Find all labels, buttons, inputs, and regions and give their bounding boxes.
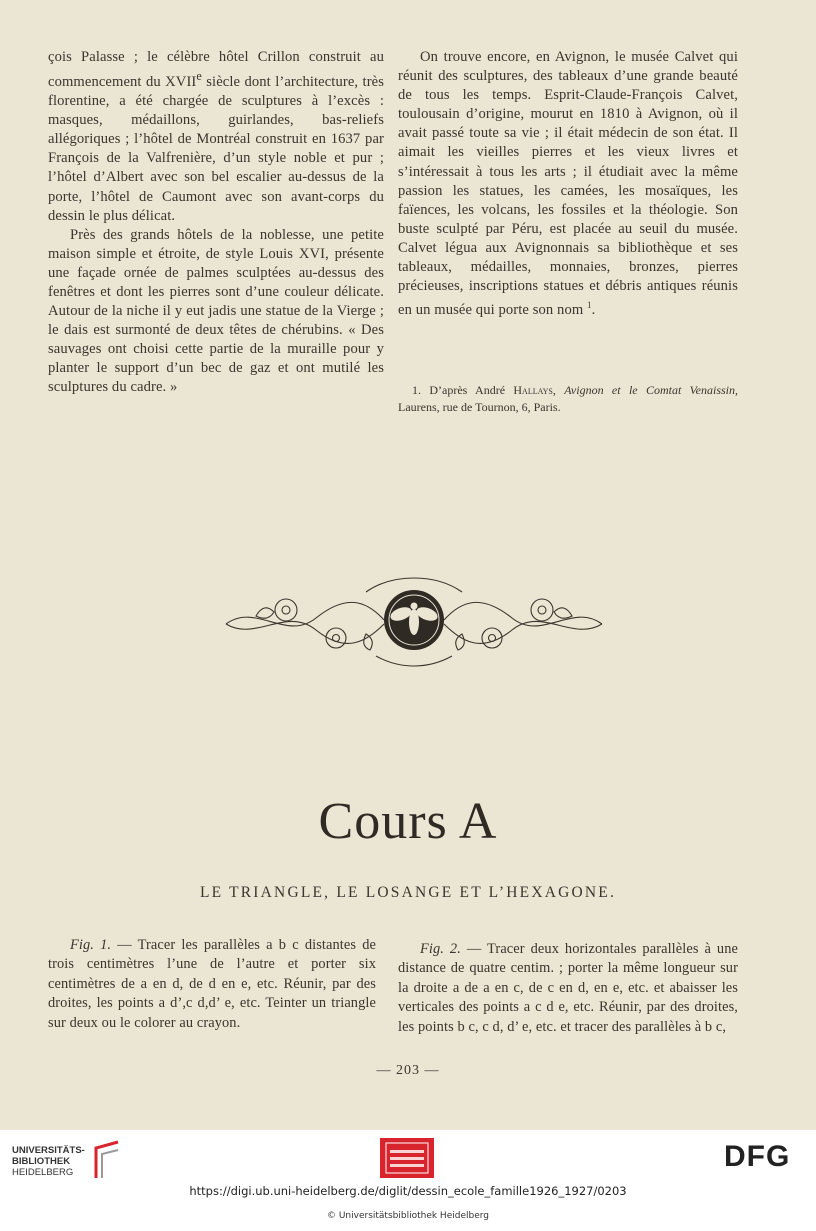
university-library-logo[interactable]: UNIVERSITÄTS- BIBLIOTHEK HEIDELBERG	[12, 1134, 122, 1182]
digitization-project-logo[interactable]	[380, 1138, 434, 1178]
project-emblem-icon	[380, 1138, 434, 1178]
right-text-column	[398, 48, 738, 320]
footer-logos	[0, 1130, 816, 1186]
dfg-logo[interactable]: DFG	[724, 1140, 791, 1173]
copyright-notice: © Universitätsbibliothek Heidelberg	[326, 1211, 489, 1221]
fig-1-instructions: Fig. 1. — Tracer les parallèles a b c distantes de trois centimètres l’une de l’autre et porter six centimètres de a en d, de d en e, etc. Réunir, par des droites, les points a d’,c d,d’ e, etc. Teinter un triangle sur deux ou le colorer au crayon.	[48, 937, 377, 1031]
floral-bee-ornament	[216, 572, 612, 668]
footnote-marker: 1	[587, 300, 592, 311]
footnote: 1. D’après André Hallays, Avignon et le Comtat Venaissin, Laurens, rue de Tournon, 6, Paris.	[398, 383, 738, 414]
page-title: Cours A	[318, 793, 498, 850]
left-text-column	[48, 48, 384, 398]
paragraph-hotels: çois Palasse ; le célèbre hôtel Crillon construit au commencement du XVIIe siècle dont l’architecture, très florentine, a été chargée de sculptures à l’excès : masques, médaillons, guirlandes, bas-reliefs allégoriques ; l’hôtel de Montréal construit en 1637 par François de la Valfrenière, d’un style noble et pur ; l’hôtel d’Albert avec son bel escalier au-dessus de la porte, l’hôtel de Caumont avec son avant-corps du dessin le plus délicat.	[48, 49, 385, 224]
page-url-link[interactable]: https://digi.ub.uni-heidelberg.de/diglit/dessin_ecole_famille1926_1927/0203	[189, 1184, 627, 1198]
section-subtitle: LE TRIANGLE, LE LOSANGE ET L’HEXAGONE.	[199, 884, 617, 901]
fig-2-label: Fig. 2.	[420, 941, 461, 957]
library-mark-icon	[92, 1138, 122, 1182]
fig-1-label: Fig. 1.	[70, 937, 112, 953]
paragraph-petite-maison: Près des grands hôtels de la noblesse, une petite maison simple et étroite, de style Louis XVI, présente une façade ornée de palmes sculptées au-dessus des fenêtres et dont les pierres sont d’une couleur délicate. Autour de la niche il y eut jadis une statue de la Vierge ; le dais est surmonté de deux têtes de chérubins. « Des sauvages ont choisi cette partie de la muraille pour y planter le support d’un bec de gaz et ont mutilé les sculptures du cadre. »	[48, 226, 384, 396]
fig-2-instructions: Fig. 2. — Tracer deux horizontales parallèles à une distance de quatre centim. ; porter la même longueur sur la droite a de a en c, de c en d, en e, etc. et abaisser les verticales des points a c d e, etc. Réunir, par des droites, les points b c, c d, d’ e, etc. et tracer des parallèles à b c,	[398, 941, 738, 1035]
page-number: — 203 —	[376, 1063, 440, 1078]
paragraph-musee-calvet: On trouve encore, en Avignon, le musée Calvet qui réunit des sculptures, des tableaux d’une grande beauté de tous les temps. Esprit-Claude-François Calvet, toulousain d’origine, mourut en 1810 à Avignon, où il avait passé toute sa vie ; il était médecin de son état. Il aimait les vieilles pierres et les vieux livres et s’intéressait à tous les arts ; il étudiait avec la même passion les statues, les camées, les mosaïques, les faïences, les volcans, les fossiles et la théologie. Son buste sculpté par Péru, est placée au seuil du musée. Calvet légua aux Avignonnais sa bibliothèque et ses tableaux, médailles, monnaies, bronzes, pierres précieuses, inscriptions statues et débris antiques réunis en un musée qui porte son nom $^1$.	[398, 49, 738, 319]
